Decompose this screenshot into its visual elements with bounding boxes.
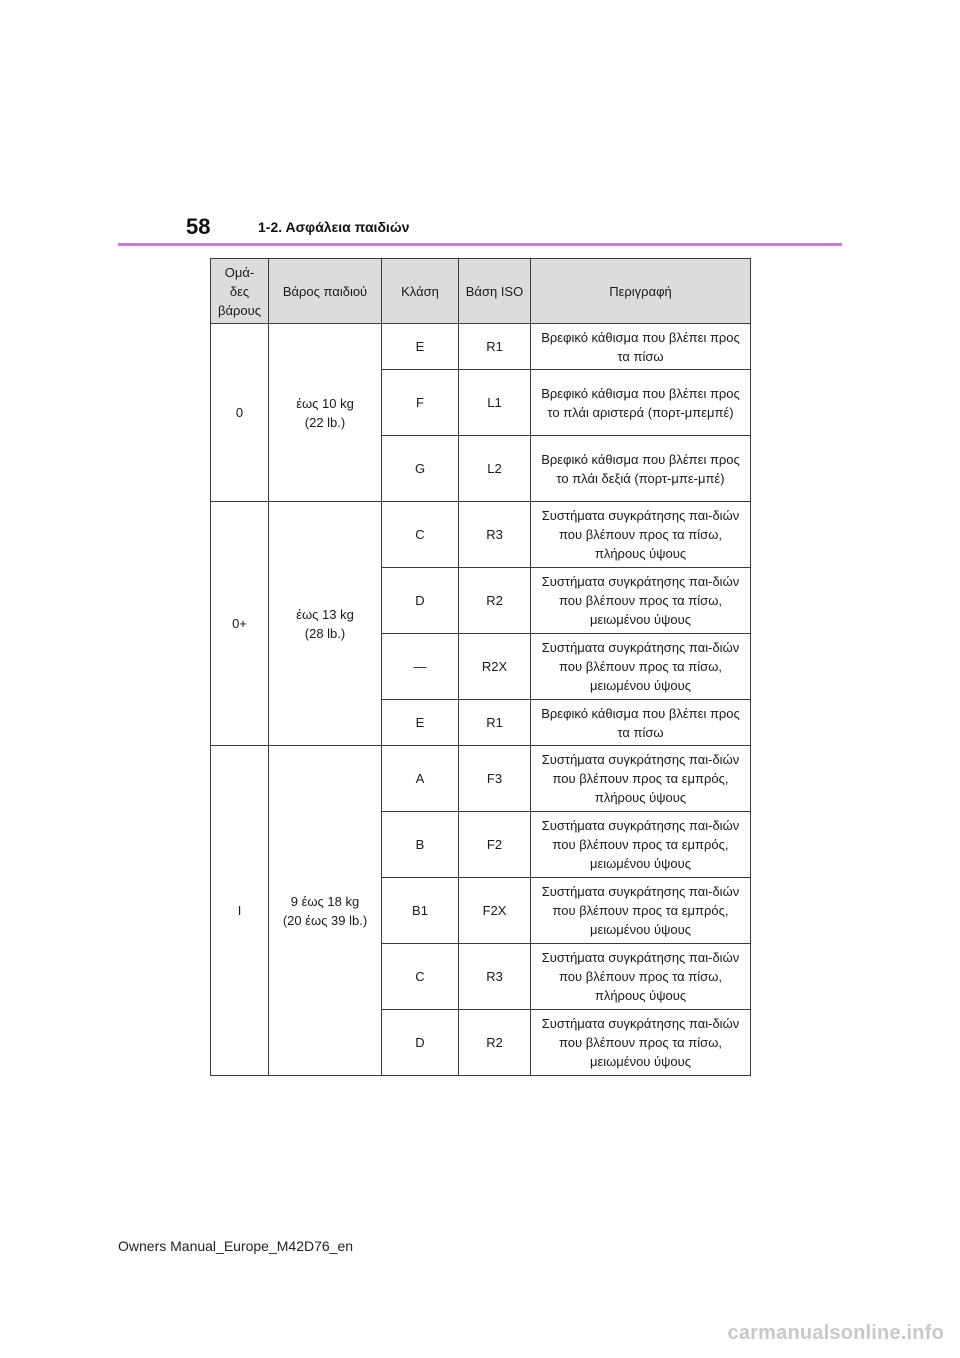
iso-base-cell: R1: [459, 324, 531, 370]
class-cell: —: [382, 634, 459, 700]
class-cell: E: [382, 324, 459, 370]
description-cell: Συστήματα συγκράτησης παι-διών που βλέπουν προς τα πίσω, πλήρους ύψους: [531, 944, 751, 1010]
column-header-class: Κλάση: [382, 259, 459, 324]
description-cell: Συστήματα συγκράτησης παι-διών που βλέπουν προς τα εμπρός, μειωμένου ύψους: [531, 878, 751, 944]
iso-base-cell: F2X: [459, 878, 531, 944]
header-divider: [118, 243, 842, 246]
iso-base-cell: R2: [459, 1010, 531, 1076]
weight-group-cell: I: [211, 746, 269, 1076]
iso-base-cell: R2X: [459, 634, 531, 700]
column-header-child-weight: Βάρος παιδιού: [269, 259, 382, 324]
description-cell: Βρεφικό κάθισμα που βλέπει προς τα πίσω: [531, 324, 751, 370]
child-seat-table: [210, 258, 751, 1076]
iso-base-cell: R3: [459, 502, 531, 568]
class-cell: D: [382, 1010, 459, 1076]
iso-base-cell: L2: [459, 436, 531, 502]
class-cell: D: [382, 568, 459, 634]
class-cell: B1: [382, 878, 459, 944]
child-weight-cell: έως 13 kg (28 lb.): [269, 502, 382, 746]
description-cell: Συστήματα συγκράτησης παι-διών που βλέπουν προς τα πίσω, μειωμένου ύψους: [531, 1010, 751, 1076]
section-title: 1-2. Ασφάλεια παιδιών: [258, 219, 410, 235]
class-cell: A: [382, 746, 459, 812]
child-weight-cell: 9 έως 18 kg (20 έως 39 lb.): [269, 746, 382, 1076]
description-cell: Βρεφικό κάθισμα που βλέπει προς το πλάι αριστερά (πορτ-μπεμπέ): [531, 370, 751, 436]
description-cell: Συστήματα συγκράτησης παι-διών που βλέπουν προς τα πίσω, μειωμένου ύψους: [531, 568, 751, 634]
iso-base-cell: F2: [459, 812, 531, 878]
footer-manual-id: Owners Manual_Europe_M42D76_en: [118, 1238, 354, 1254]
class-cell: G: [382, 436, 459, 502]
iso-base-cell: F3: [459, 746, 531, 812]
class-cell: F: [382, 370, 459, 436]
column-header-description: Περιγραφή: [531, 259, 751, 324]
table-header-row: [211, 259, 751, 324]
weight-group-cell: 0+: [211, 502, 269, 746]
column-header-weight-group: Ομά- δες βάρους: [211, 259, 269, 324]
page-number: 58: [186, 214, 211, 239]
iso-base-cell: R1: [459, 700, 531, 746]
description-cell: Συστήματα συγκράτησης παι-διών που βλέπουν προς τα εμπρός, μειωμένου ύψους: [531, 812, 751, 878]
description-cell: Συστήματα συγκράτησης παι-διών που βλέπουν προς τα πίσω, μειωμένου ύψους: [531, 634, 751, 700]
table-row: [211, 324, 751, 370]
child-weight-cell: έως 10 kg (22 lb.): [269, 324, 382, 502]
iso-base-cell: R2: [459, 568, 531, 634]
table-row: [211, 502, 751, 568]
description-cell: Βρεφικό κάθισμα που βλέπει προς τα πίσω: [531, 700, 751, 746]
table-row: [211, 746, 751, 812]
description-cell: Βρεφικό κάθισμα που βλέπει προς το πλάι δεξιά (πορτ-μπε-μπέ): [531, 436, 751, 502]
iso-base-cell: R3: [459, 944, 531, 1010]
iso-base-cell: L1: [459, 370, 531, 436]
description-cell: Συστήματα συγκράτησης παι-διών που βλέπουν προς τα πίσω, πλήρους ύψους: [531, 502, 751, 568]
class-cell: C: [382, 502, 459, 568]
column-header-iso-base: Βάση ISO: [459, 259, 531, 324]
class-cell: E: [382, 700, 459, 746]
weight-group-cell: 0: [211, 324, 269, 502]
class-cell: C: [382, 944, 459, 1010]
class-cell: B: [382, 812, 459, 878]
watermark: carmanualsonline.info: [727, 1322, 944, 1344]
description-cell: Συστήματα συγκράτησης παι-διών που βλέπουν προς τα εμπρός, πλήρους ύψους: [531, 746, 751, 812]
